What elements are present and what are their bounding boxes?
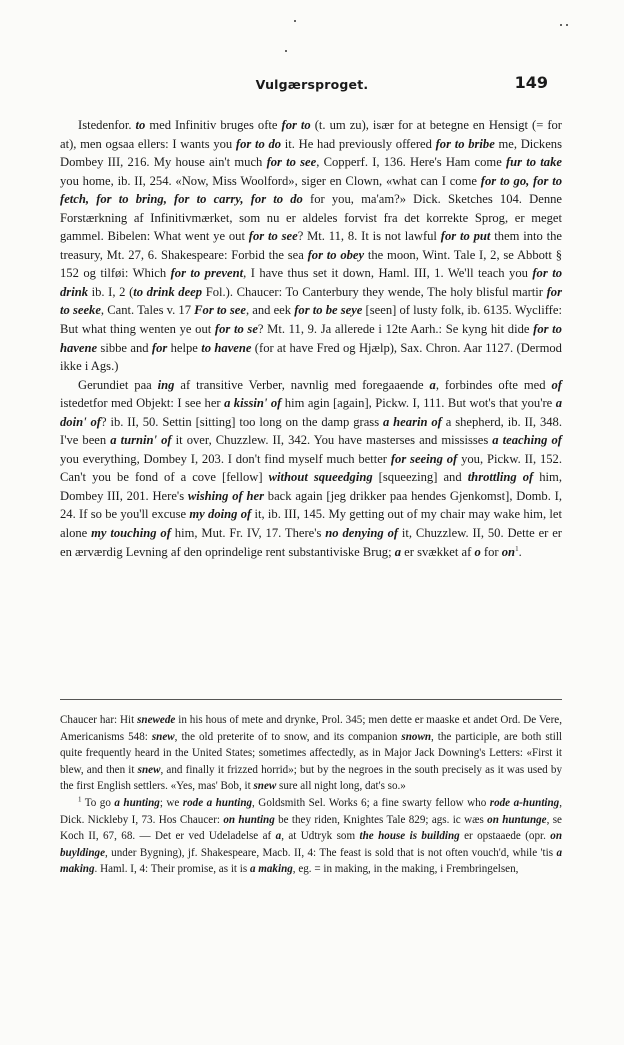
text-run: him, Mut. Fr. IV, 17. There's — [170, 526, 326, 541]
footnotes — [60, 712, 562, 878]
text-run: , Goldsmith Sel. Works 6; a fine swarty fellow who — [252, 796, 490, 809]
text-run: it. He had previously offered — [281, 136, 436, 151]
text-run: (for at have Fred og Hjælp), Sax. Chron. Aar 1127. (Dermod ikke i Ags.) — [60, 340, 562, 374]
page-number: 149 — [514, 73, 548, 92]
italic-example: my doing of — [189, 507, 252, 522]
italic-example: my touching of — [91, 526, 171, 541]
italic-example: a — [275, 830, 282, 843]
text-run: (t. um zu), især for at betegne en Hensigt (= for at), men ogsaa ellers: I wants you — [60, 118, 563, 151]
text-run: , se Koch II, 67, 68. — Det er ved Udeladelse af — [60, 813, 562, 843]
text-run: back again [jeg drikker paa hendes Gjenkomst], Domb. I, 24. If so be you'll excuse — [60, 488, 562, 522]
text-run: me, Dickens Dombey III, 216. My house ain't much — [60, 136, 562, 170]
italic-example: of — [551, 377, 562, 392]
text-run: , I have thus set it down, Haml. III, 1. We'll teach you — [243, 266, 533, 281]
text-run: you, Pickw. II, 152. Can't you be fond of a cove [fellow] — [60, 451, 562, 485]
print-speck — [294, 20, 296, 22]
text-run: sure all night long, dat's so.» — [276, 780, 406, 793]
text-run: , Copperf. I, 136. Here's Ham come — [316, 155, 506, 170]
print-speck — [566, 24, 568, 26]
italic-example: snown — [401, 730, 432, 743]
text-run: it, ib. III, 145. My getting out of my chair may wake him, let alone — [60, 507, 562, 541]
italic-example: rode a-hunting — [489, 796, 560, 809]
text-run: ; we — [159, 796, 183, 809]
text-run: ? ib. II, 50. Settin [sitting] too long on the damp grass — [100, 414, 383, 429]
footnote-continued — [60, 712, 562, 795]
italic-example: for to se — [214, 322, 258, 337]
italic-example: for to bribe — [435, 136, 495, 151]
main-text — [60, 116, 562, 561]
italic-example: for to be seye — [294, 303, 363, 318]
text-run: for — [480, 544, 502, 559]
italic-example: for to prevent — [170, 266, 244, 281]
italic-example: throttling of — [467, 470, 534, 485]
text-run: them into the treasury, Mt. 27, 6. Shakespeare: Forbid the sea — [60, 229, 562, 262]
running-title: Vulgærsproget. — [255, 77, 369, 92]
italic-example: a hunting — [114, 796, 160, 809]
text-run: istedetfor med Objekt: I see her — [60, 396, 225, 411]
italic-example: a turnin' of — [110, 433, 172, 448]
text-run: Gerundiet paa — [78, 377, 158, 392]
italic-example: ing — [157, 377, 175, 392]
italic-example: rode a hunting — [182, 796, 253, 809]
italic-example: for to seeke — [60, 284, 562, 318]
italic-example: without squeedging — [268, 470, 373, 485]
text-run: helpe — [167, 340, 202, 355]
footnote-rule — [60, 699, 562, 700]
text-run: you home, ib. II, 254. «Now, Miss Woolford», siger en Clown, «what can I come — [60, 173, 481, 188]
text-run: [squeezing] and — [372, 470, 468, 485]
page-header — [60, 73, 564, 97]
print-speck — [560, 24, 562, 26]
text-run: er opstaaede (opr. — [459, 830, 551, 843]
italic-example: a doin' of — [60, 396, 563, 429]
text-run: Chaucer har: Hit — [60, 714, 138, 726]
text-run: af transitive Verber, navnlig med foregaaende — [174, 377, 430, 392]
text-run: . — [518, 544, 522, 559]
text-run: , and eek — [245, 303, 295, 318]
italic-example: for to — [281, 118, 311, 132]
text-run: To go — [81, 796, 115, 809]
italic-example: to — [135, 118, 146, 132]
italic-example: a making — [249, 863, 293, 876]
text-run: sibbe and — [97, 340, 152, 355]
italic-example: snew — [137, 763, 161, 776]
italic-example: snew — [151, 730, 175, 743]
text-run: , the old preterite of to snow, and its companion — [174, 730, 402, 743]
text-run: you everything, Dombey I, 203. I don't find myself much better — [60, 451, 391, 466]
text-run: Fol.). Chaucer: To Canterbury they wende, The holy blisful martir — [202, 284, 547, 299]
footnote-marker: 1 — [78, 795, 82, 804]
text-run: ? Mt. 11, 9. Ja allerede i 12te Aarh.: Se kyng hit dide — [257, 322, 534, 337]
text-run: , and finally it frizzed horrid»; but by the negroes in the south precisely as it was used by the first English settlers. «Yes, mas' Bob, it — [60, 763, 562, 793]
text-run: . Haml. I, 4: Their promise, as it is — [94, 863, 250, 876]
italic-example: on buyldinge — [60, 830, 563, 859]
text-run: , forbindes ofte med — [435, 377, 552, 392]
text-run: be they riden, Knightes Tale 829; ags. ic wæs — [274, 813, 488, 826]
italic-example: for to havene — [60, 322, 562, 355]
text-run: , at Udtryk som — [281, 830, 360, 843]
text-run: , under Bygning), jf. Shakespeare, Macb. II, 4: The feast is sold that is not often vouch'd, while 'tis — [105, 846, 557, 859]
text-run: ? Mt. 11, 8. It is not lawful — [297, 229, 441, 244]
italic-example: on hunting — [223, 813, 275, 826]
text-run: , Dick. Nickleby I, 73. Hos Chaucer: — [60, 796, 562, 826]
italic-example: fur to take — [505, 155, 562, 170]
italic-example: on huntunge — [487, 813, 547, 826]
italic-example: no denying of — [325, 526, 399, 541]
footnote-marker: 1 — [515, 544, 519, 553]
italic-example: for to go, for to fetch, for to bring, for to carry, for to do — [60, 173, 562, 207]
italic-example: the house is building — [359, 830, 460, 843]
italic-example: on — [501, 544, 516, 559]
text-run: for you, ma'am?» Dick. Sketches 104. Denne Forstærkning af Infinitivmærket, som nu er aldeles forvist fra det korrekte Sprog, er meget gammel. Bibelen: What went ye out — [60, 192, 562, 244]
italic-example: snewede — [137, 714, 176, 726]
italic-example: o — [474, 544, 481, 559]
italic-example: for to see — [248, 229, 298, 244]
text-run: Istedenfor. — [78, 118, 136, 132]
text-run: , the participle, are both still quite frequently heard in the United States; sometimes affectedly, as in Major Jack Downing's Letters: «First it blew, and then it — [60, 730, 562, 776]
text-run: , Cant. Tales v. 17 — [100, 303, 195, 318]
italic-example: for to do — [235, 136, 282, 151]
text-run: him, Dombey III, 201. Here's — [60, 470, 562, 503]
text-run: in his hous of mete and drynke, Prol. 345; men dette er maaske et andet Ord. De Vere, Americanisms 548: — [60, 714, 562, 743]
italic-example: for to drink — [60, 266, 562, 299]
italic-example: for to put — [440, 229, 491, 244]
italic-example: to drink deep — [133, 284, 203, 299]
text-run: the moon, Wint. Tale I, 2, se Abbott § 152 og tilføi: Which — [60, 247, 563, 281]
italic-example: a making — [60, 846, 562, 876]
text-run: er svækket af — [401, 544, 475, 559]
italic-example: for seeing of — [390, 451, 458, 466]
italic-example: for to see — [266, 155, 317, 170]
text-run: ib. I, 2 ( — [88, 284, 134, 299]
italic-example: a teaching of — [492, 433, 562, 448]
italic-example: For to see — [194, 303, 246, 318]
print-speck — [285, 50, 287, 52]
text-run: med Infinitiv bruges ofte — [145, 118, 282, 132]
text-run: [seen] of lusty folk, ib. 6135. Wycliffe: But what thing wenten ye out — [60, 303, 562, 337]
italic-example: wishing of her — [187, 488, 265, 503]
italic-example: snew — [253, 780, 277, 793]
text-run: a shepherd, ib. II, 348. I've been — [60, 414, 562, 448]
italic-example: for to obey — [307, 247, 365, 262]
italic-example: a hearin of — [383, 414, 442, 429]
italic-example: a — [394, 544, 402, 559]
footnote-1 — [60, 795, 562, 878]
paragraph-for-to-infinitive — [60, 116, 562, 376]
text-run: it over, Chuzzlew. II, 342. You have masterses and mississes — [171, 433, 493, 448]
paragraph-gerund — [60, 376, 562, 561]
italic-example: for — [151, 340, 168, 355]
text-run: it, Chuzzlew. II, 50. Dette er er en ærværdig Levning af den oprindelige rent substantiviske Brug; — [60, 526, 563, 559]
italic-example: a — [429, 377, 436, 392]
text-run: , eg. = in making, in the making, i Frembringelsen, — [292, 863, 519, 876]
italic-example: a kissin' of — [224, 396, 282, 411]
italic-example: to havene — [201, 340, 252, 355]
text-run: him agin [again], Pickw. I, 111. But wot's that you're — [281, 396, 556, 411]
